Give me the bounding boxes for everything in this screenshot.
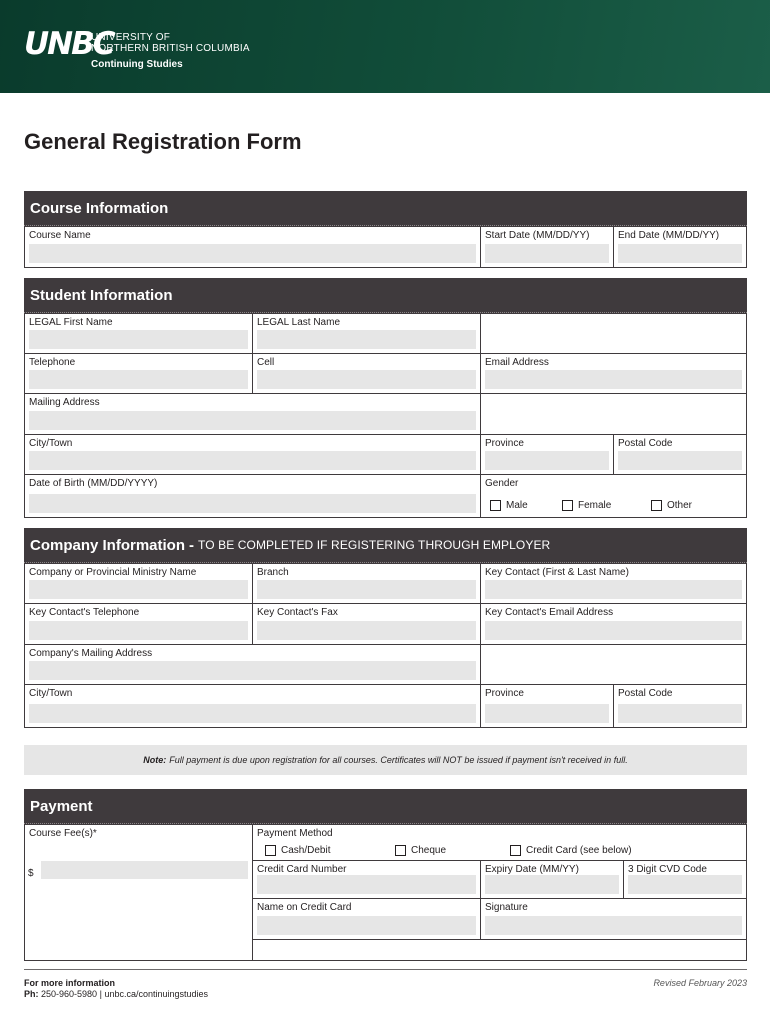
contact-phone-label: Key Contact's Telephone bbox=[29, 607, 140, 618]
contact-email-field[interactable] bbox=[480, 603, 747, 645]
gender-male-label: Male bbox=[506, 500, 528, 511]
key-contact-label: Key Contact (First & Last Name) bbox=[485, 567, 629, 578]
dob-field[interactable] bbox=[24, 474, 481, 518]
province-input[interactable] bbox=[485, 451, 609, 470]
blank-cell bbox=[480, 313, 747, 354]
payment-section-title: Payment bbox=[30, 797, 93, 815]
gender-field bbox=[480, 474, 747, 518]
postal-code-input[interactable] bbox=[618, 451, 742, 470]
contact-email-input[interactable] bbox=[485, 621, 742, 640]
payment-section-header bbox=[24, 789, 747, 824]
credit-card-checkbox[interactable] bbox=[510, 845, 632, 856]
card-number-label: Credit Card Number bbox=[257, 864, 347, 875]
city-label: City/Town bbox=[29, 438, 73, 449]
cheque-label: Cheque bbox=[411, 845, 447, 856]
postal-code-field[interactable] bbox=[613, 434, 747, 475]
expiry-input[interactable] bbox=[485, 875, 619, 894]
email-label: Email Address bbox=[485, 357, 549, 368]
revision-date: Revised February 2023 bbox=[653, 978, 747, 988]
contact-phone-input[interactable] bbox=[29, 621, 248, 640]
postal-code-label: Postal Code bbox=[618, 438, 673, 449]
payment-method-field bbox=[252, 824, 747, 861]
course-fees-label: Course Fee(s)* bbox=[29, 828, 97, 839]
province-field[interactable] bbox=[480, 434, 614, 475]
phone-label: Ph: bbox=[24, 989, 39, 999]
university-line-1: UNIVERSITY OF bbox=[91, 32, 171, 43]
dob-input[interactable] bbox=[29, 494, 476, 513]
contact-fax-input[interactable] bbox=[257, 621, 476, 640]
payment-note bbox=[24, 745, 747, 775]
branch-input[interactable] bbox=[257, 580, 476, 599]
checkbox-icon[interactable] bbox=[265, 845, 276, 856]
company-province-label: Province bbox=[485, 688, 524, 699]
company-address-label: Company's Mailing Address bbox=[29, 648, 153, 659]
company-province-input[interactable] bbox=[485, 704, 609, 723]
blank-cell bbox=[480, 644, 747, 685]
course-section-title: Course Information bbox=[30, 199, 169, 217]
card-number-input[interactable] bbox=[257, 875, 476, 894]
name-on-card-input[interactable] bbox=[257, 916, 476, 935]
blank-cell bbox=[252, 939, 747, 961]
cvd-field[interactable] bbox=[623, 860, 747, 899]
payment-method-label: Payment Method bbox=[257, 828, 333, 839]
signature-label: Signature bbox=[485, 902, 528, 913]
expiry-label: Expiry Date (MM/YY) bbox=[485, 864, 579, 875]
contact-fax-label: Key Contact's Fax bbox=[257, 607, 338, 618]
student-section-title: Student Information bbox=[30, 286, 173, 304]
branch-label: Branch bbox=[257, 567, 289, 578]
end-date-input[interactable] bbox=[618, 244, 742, 263]
company-city-input[interactable] bbox=[29, 704, 476, 723]
cell-input[interactable] bbox=[257, 370, 476, 389]
university-name bbox=[91, 32, 250, 54]
last-name-label: LEGAL Last Name bbox=[257, 317, 341, 328]
telephone-label: Telephone bbox=[29, 357, 76, 368]
contact-phone-field[interactable] bbox=[24, 603, 253, 645]
checkbox-icon[interactable] bbox=[490, 500, 501, 511]
key-contact-field[interactable] bbox=[480, 563, 747, 604]
company-postal-input[interactable] bbox=[618, 704, 742, 723]
signature-field[interactable] bbox=[480, 898, 747, 940]
first-name-field[interactable] bbox=[24, 313, 253, 354]
company-address-input[interactable] bbox=[29, 661, 476, 680]
student-section-header bbox=[24, 278, 747, 313]
company-section-subtitle: TO BE COMPLETED IF REGISTERING THROUGH EMPLOYER bbox=[198, 538, 551, 552]
note-text: Full payment is due upon registration for all courses. Certificates will NOT be issued if payment isn't received in full. bbox=[169, 755, 628, 765]
gender-female-label: Female bbox=[578, 500, 612, 511]
course-name-field[interactable] bbox=[24, 226, 481, 268]
currency-symbol: $ bbox=[28, 868, 34, 879]
telephone-field[interactable] bbox=[24, 353, 253, 394]
last-name-field[interactable] bbox=[252, 313, 481, 354]
company-name-input[interactable] bbox=[29, 580, 248, 599]
credit-card-label: Credit Card (see below) bbox=[526, 845, 632, 856]
company-address-field[interactable] bbox=[24, 644, 481, 685]
name-on-card-label: Name on Credit Card bbox=[257, 902, 352, 913]
company-postal-field[interactable] bbox=[613, 684, 747, 728]
checkbox-icon[interactable] bbox=[651, 500, 662, 511]
end-date-label: End Date (MM/DD/YY) bbox=[618, 230, 720, 241]
page-title: General Registration Form bbox=[24, 129, 302, 154]
company-province-field[interactable] bbox=[480, 684, 614, 728]
company-section-header bbox=[24, 528, 747, 563]
blank-cell bbox=[480, 393, 747, 435]
company-section-separator: - bbox=[189, 536, 195, 554]
header-banner bbox=[0, 0, 770, 93]
province-label: Province bbox=[485, 438, 524, 449]
logo-mark: UNBC bbox=[24, 26, 114, 62]
card-number-field[interactable] bbox=[252, 860, 481, 899]
cell-label: Cell bbox=[257, 357, 275, 368]
branch-field[interactable] bbox=[252, 563, 481, 604]
cell-field[interactable] bbox=[252, 353, 481, 394]
university-line-2: NORTHERN BRITISH COLUMBIA bbox=[91, 43, 250, 54]
gender-label: Gender bbox=[485, 478, 519, 489]
website-link[interactable]: unbc.ca/continuingstudies bbox=[104, 989, 209, 999]
cash-debit-label: Cash/Debit bbox=[281, 845, 331, 856]
company-name-field[interactable] bbox=[24, 563, 253, 604]
dob-label: Date of Birth (MM/DD/YYYY) bbox=[29, 478, 158, 489]
start-date-input[interactable] bbox=[485, 244, 609, 263]
signature-input[interactable] bbox=[485, 916, 742, 935]
contact-email-label: Key Contact's Email Address bbox=[485, 607, 614, 618]
note-label: Note: bbox=[143, 755, 167, 765]
gender-male-checkbox[interactable] bbox=[490, 500, 528, 511]
gender-female-checkbox[interactable] bbox=[562, 500, 611, 511]
expiry-field[interactable] bbox=[480, 860, 624, 899]
city-field[interactable] bbox=[24, 434, 481, 475]
checkbox-icon[interactable] bbox=[562, 500, 573, 511]
checkbox-icon[interactable] bbox=[395, 845, 406, 856]
email-input[interactable] bbox=[485, 370, 742, 389]
gender-other-checkbox[interactable] bbox=[651, 500, 692, 511]
footer-divider bbox=[24, 969, 747, 970]
gender-other-label: Other bbox=[667, 500, 693, 511]
course-section-header bbox=[24, 191, 747, 226]
cvd-input[interactable] bbox=[628, 875, 742, 894]
cvd-label: 3 Digit CVD Code bbox=[628, 864, 707, 875]
start-date-label: Start Date (MM/DD/YY) bbox=[485, 230, 590, 241]
department-name: Continuing Studies bbox=[91, 59, 183, 70]
course-name-input[interactable] bbox=[29, 244, 476, 263]
company-postal-label: Postal Code bbox=[618, 688, 673, 699]
key-contact-input[interactable] bbox=[485, 580, 742, 599]
end-date-field[interactable] bbox=[613, 226, 747, 268]
course-name-label: Course Name bbox=[29, 230, 91, 241]
name-on-card-field[interactable] bbox=[252, 898, 481, 940]
start-date-field[interactable] bbox=[480, 226, 614, 268]
course-fees-input[interactable] bbox=[41, 861, 248, 879]
first-name-input[interactable] bbox=[29, 330, 248, 349]
mailing-address-field[interactable] bbox=[24, 393, 481, 435]
first-name-label: LEGAL First Name bbox=[29, 317, 113, 328]
mailing-address-input[interactable] bbox=[29, 411, 476, 430]
footer-contact bbox=[24, 989, 208, 999]
contact-fax-field[interactable] bbox=[252, 603, 481, 645]
telephone-input[interactable] bbox=[29, 370, 248, 389]
company-city-field[interactable] bbox=[24, 684, 481, 728]
footer-separator: | bbox=[99, 989, 102, 999]
checkbox-icon[interactable] bbox=[510, 845, 521, 856]
city-input[interactable] bbox=[29, 451, 476, 470]
company-name-label: Company or Provincial Ministry Name bbox=[29, 567, 197, 578]
footer-title: For more information bbox=[24, 978, 116, 988]
company-section-title: Company Information bbox=[30, 536, 186, 554]
cash-debit-checkbox[interactable] bbox=[265, 845, 330, 856]
mailing-address-label: Mailing Address bbox=[29, 397, 100, 408]
last-name-input[interactable] bbox=[257, 330, 476, 349]
course-fees-field bbox=[24, 824, 253, 961]
phone-number: 250-960-5980 bbox=[41, 989, 98, 999]
company-city-label: City/Town bbox=[29, 688, 73, 699]
cheque-checkbox[interactable] bbox=[395, 845, 446, 856]
email-field[interactable] bbox=[480, 353, 747, 394]
